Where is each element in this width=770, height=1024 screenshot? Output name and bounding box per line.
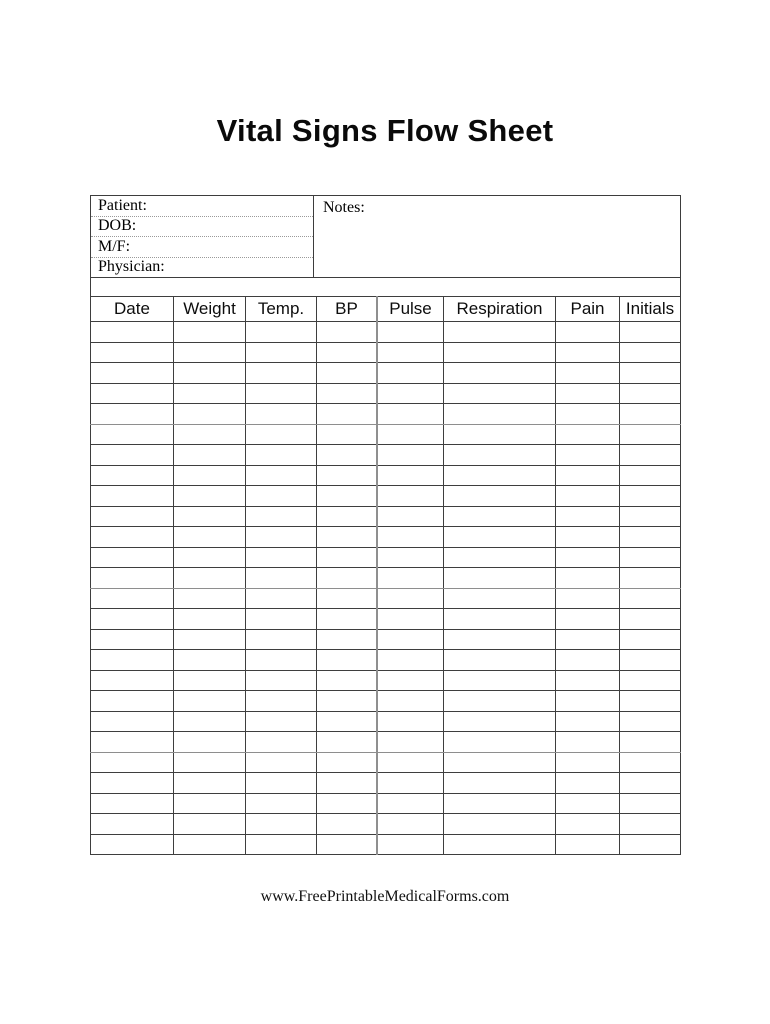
table-cell[interactable] — [91, 506, 174, 527]
table-cell[interactable] — [556, 424, 620, 445]
table-cell[interactable] — [317, 506, 378, 527]
patient-info-box — [90, 195, 314, 278]
table-cell[interactable] — [377, 834, 444, 855]
table-cell[interactable] — [91, 629, 174, 650]
table-cell[interactable] — [377, 629, 444, 650]
column-header-respiration: Respiration — [444, 297, 556, 322]
table-cell[interactable] — [620, 609, 681, 630]
table-row — [91, 322, 681, 343]
table-cell[interactable] — [174, 363, 246, 384]
table-cell[interactable] — [91, 383, 174, 404]
table-cell[interactable] — [174, 752, 246, 773]
table-cell[interactable] — [556, 363, 620, 384]
table-cell[interactable] — [620, 588, 681, 609]
table-cell[interactable] — [444, 527, 556, 548]
column-header-weight: Weight — [174, 297, 246, 322]
table-cell[interactable] — [91, 445, 174, 466]
field-label: DOB: — [98, 217, 137, 235]
notes-box[interactable] — [313, 195, 681, 278]
table-row — [91, 793, 681, 814]
table-row — [91, 834, 681, 855]
table-cell[interactable] — [620, 834, 681, 855]
table-cell[interactable] — [377, 568, 444, 589]
table-cell[interactable] — [444, 424, 556, 445]
table-cell[interactable] — [317, 691, 378, 712]
table-cell[interactable] — [556, 711, 620, 732]
table-cell[interactable] — [377, 732, 444, 753]
table-cell[interactable] — [246, 650, 317, 671]
table-row — [91, 814, 681, 835]
table-cell[interactable] — [444, 486, 556, 507]
table-cell[interactable] — [317, 404, 378, 425]
table-cell[interactable] — [174, 383, 246, 404]
table-cell[interactable] — [174, 650, 246, 671]
table-cell[interactable] — [377, 670, 444, 691]
table-cell[interactable] — [174, 445, 246, 466]
table-cell[interactable] — [174, 547, 246, 568]
table-row — [91, 342, 681, 363]
table-row — [91, 506, 681, 527]
table-cell[interactable] — [317, 670, 378, 691]
column-header-pulse: Pulse — [377, 297, 444, 322]
table-cell[interactable] — [246, 711, 317, 732]
table-cell[interactable] — [317, 732, 378, 753]
table-cell[interactable] — [246, 547, 317, 568]
table-cell[interactable] — [556, 486, 620, 507]
table-cell[interactable] — [377, 322, 444, 343]
table-cell[interactable] — [556, 404, 620, 425]
table-cell[interactable] — [444, 609, 556, 630]
table-cell[interactable] — [91, 568, 174, 589]
table-cell[interactable] — [377, 424, 444, 445]
table-cell[interactable] — [556, 814, 620, 835]
table-cell[interactable] — [444, 342, 556, 363]
table-cell[interactable] — [317, 752, 378, 773]
table-cell[interactable] — [246, 752, 317, 773]
table-cell[interactable] — [317, 527, 378, 548]
table-cell[interactable] — [620, 363, 681, 384]
table-cell[interactable] — [620, 404, 681, 425]
table-row — [91, 445, 681, 466]
table-row — [91, 629, 681, 650]
table-row — [91, 424, 681, 445]
table-cell[interactable] — [317, 322, 378, 343]
table-row — [91, 670, 681, 691]
table-cell[interactable] — [377, 752, 444, 773]
table-cell[interactable] — [444, 752, 556, 773]
table-cell[interactable] — [174, 486, 246, 507]
table-row — [91, 547, 681, 568]
table-cell[interactable] — [556, 445, 620, 466]
table-cell[interactable] — [246, 629, 317, 650]
table-row — [91, 752, 681, 773]
table-cell[interactable] — [317, 547, 378, 568]
table-cell[interactable] — [246, 342, 317, 363]
table-cell[interactable] — [91, 670, 174, 691]
table-cell[interactable] — [174, 793, 246, 814]
table-cell[interactable] — [174, 342, 246, 363]
table-cell[interactable] — [556, 383, 620, 404]
field-row-patient[interactable] — [91, 196, 313, 217]
table-cell[interactable] — [174, 609, 246, 630]
table-cell[interactable] — [246, 322, 317, 343]
table-cell[interactable] — [444, 793, 556, 814]
table-cell[interactable] — [620, 506, 681, 527]
table-cell[interactable] — [556, 547, 620, 568]
table-cell[interactable] — [556, 527, 620, 548]
table-cell[interactable] — [377, 691, 444, 712]
table-cell[interactable] — [444, 814, 556, 835]
table-cell[interactable] — [317, 629, 378, 650]
table-cell[interactable] — [620, 383, 681, 404]
table-cell[interactable] — [444, 732, 556, 753]
table-header-row — [91, 297, 681, 322]
table-cell[interactable] — [91, 609, 174, 630]
table-cell[interactable] — [620, 322, 681, 343]
field-label: Physician: — [98, 258, 165, 276]
table-cell[interactable] — [317, 363, 378, 384]
table-cell[interactable] — [174, 814, 246, 835]
table-cell[interactable] — [444, 588, 556, 609]
table-cell[interactable] — [444, 547, 556, 568]
table-cell[interactable] — [620, 547, 681, 568]
table-cell[interactable] — [620, 465, 681, 486]
table-cell[interactable] — [91, 404, 174, 425]
table-cell[interactable] — [317, 814, 378, 835]
table-cell[interactable] — [174, 711, 246, 732]
table-cell[interactable] — [377, 773, 444, 794]
field-label: Patient: — [98, 196, 147, 214]
table-cell[interactable] — [444, 691, 556, 712]
table-row — [91, 465, 681, 486]
table-cell[interactable] — [246, 773, 317, 794]
table-cell[interactable] — [620, 752, 681, 773]
table-cell[interactable] — [246, 834, 317, 855]
table-cell[interactable] — [377, 793, 444, 814]
table-cell[interactable] — [444, 834, 556, 855]
table-cell[interactable] — [246, 465, 317, 486]
table-cell[interactable] — [556, 834, 620, 855]
table-cell[interactable] — [91, 342, 174, 363]
table-cell[interactable] — [317, 711, 378, 732]
table-cell[interactable] — [174, 629, 246, 650]
table-cell[interactable] — [556, 568, 620, 589]
table-cell[interactable] — [317, 793, 378, 814]
table-cell[interactable] — [556, 629, 620, 650]
table-cell[interactable] — [317, 424, 378, 445]
table-cell[interactable] — [246, 445, 317, 466]
notes-label: Notes: — [323, 199, 365, 216]
table-cell[interactable] — [246, 363, 317, 384]
table-cell[interactable] — [377, 588, 444, 609]
table-cell[interactable] — [377, 342, 444, 363]
column-header-bp: BP — [317, 297, 378, 322]
table-cell[interactable] — [317, 486, 378, 507]
table-row — [91, 711, 681, 732]
table-cell[interactable] — [174, 568, 246, 589]
table-cell[interactable] — [174, 834, 246, 855]
table-cell[interactable] — [556, 650, 620, 671]
table-cell[interactable] — [377, 465, 444, 486]
table-cell[interactable] — [91, 322, 174, 343]
table-cell[interactable] — [556, 752, 620, 773]
form-title: Vital Signs Flow Sheet — [216, 113, 554, 148]
table-cell[interactable] — [91, 527, 174, 548]
table-cell[interactable] — [556, 609, 620, 630]
table-cell[interactable] — [317, 568, 378, 589]
table-cell[interactable] — [444, 383, 556, 404]
table-row — [91, 588, 681, 609]
table-cell[interactable] — [556, 773, 620, 794]
column-header-date: Date — [91, 297, 174, 322]
table-cell[interactable] — [444, 506, 556, 527]
table-cell[interactable] — [246, 793, 317, 814]
table-cell[interactable] — [556, 732, 620, 753]
table-cell[interactable] — [91, 711, 174, 732]
table-cell[interactable] — [444, 773, 556, 794]
table-cell[interactable] — [317, 773, 378, 794]
table-row — [91, 568, 681, 589]
table-cell[interactable] — [91, 793, 174, 814]
table-cell[interactable] — [377, 486, 444, 507]
column-header-temp: Temp. — [246, 297, 317, 322]
table-cell[interactable] — [556, 342, 620, 363]
table-cell[interactable] — [317, 588, 378, 609]
table-cell[interactable] — [246, 670, 317, 691]
table-cell[interactable] — [246, 609, 317, 630]
table-cell[interactable] — [174, 465, 246, 486]
table-cell[interactable] — [444, 629, 556, 650]
table-cell[interactable] — [620, 773, 681, 794]
table-cell[interactable] — [246, 486, 317, 507]
table-cell[interactable] — [91, 650, 174, 671]
table-cell[interactable] — [377, 527, 444, 548]
table-cell[interactable] — [91, 588, 174, 609]
table-cell[interactable] — [620, 568, 681, 589]
table-cell[interactable] — [174, 404, 246, 425]
table-cell[interactable] — [174, 588, 246, 609]
table-cell[interactable] — [377, 404, 444, 425]
table-cell[interactable] — [556, 670, 620, 691]
table-cell[interactable] — [91, 732, 174, 753]
table-cell[interactable] — [246, 527, 317, 548]
column-header-initials: Initials — [620, 297, 681, 322]
table-cell[interactable] — [246, 691, 317, 712]
table-row — [91, 650, 681, 671]
table-cell[interactable] — [556, 793, 620, 814]
table-cell[interactable] — [377, 445, 444, 466]
field-row-physician[interactable] — [91, 258, 313, 278]
table-cell[interactable] — [444, 670, 556, 691]
table-cell[interactable] — [556, 465, 620, 486]
table-cell[interactable] — [174, 732, 246, 753]
table-cell[interactable] — [91, 424, 174, 445]
table-cell[interactable] — [377, 711, 444, 732]
table-row — [91, 527, 681, 548]
table-cell[interactable] — [174, 424, 246, 445]
table-cell[interactable] — [317, 445, 378, 466]
table-cell[interactable] — [620, 814, 681, 835]
table-cell[interactable] — [620, 793, 681, 814]
table-cell[interactable] — [620, 732, 681, 753]
table-cell[interactable] — [377, 383, 444, 404]
table-cell[interactable] — [246, 732, 317, 753]
table-cell[interactable] — [246, 588, 317, 609]
table-row — [91, 383, 681, 404]
table-cell[interactable] — [174, 506, 246, 527]
table-row — [91, 773, 681, 794]
table-cell[interactable] — [620, 445, 681, 466]
table-row — [91, 691, 681, 712]
table-cell[interactable] — [91, 773, 174, 794]
table-cell[interactable] — [174, 322, 246, 343]
patient-info-section — [90, 195, 681, 278]
table-cell[interactable] — [246, 568, 317, 589]
table-row — [91, 486, 681, 507]
footer-url: www.FreePrintableMedicalForms.com — [260, 888, 510, 905]
table-cell[interactable] — [444, 711, 556, 732]
table-cell[interactable] — [444, 650, 556, 671]
vitals-table — [90, 296, 681, 855]
spacer-row — [90, 277, 681, 297]
field-label: M/F: — [98, 237, 131, 255]
table-cell[interactable] — [91, 547, 174, 568]
table-cell[interactable] — [377, 506, 444, 527]
table-cell[interactable] — [246, 424, 317, 445]
table-row — [91, 404, 681, 425]
table-cell[interactable] — [620, 670, 681, 691]
table-cell[interactable] — [317, 383, 378, 404]
table-row — [91, 363, 681, 384]
table-cell[interactable] — [620, 691, 681, 712]
field-row-dob[interactable] — [91, 217, 313, 238]
table-cell[interactable] — [444, 465, 556, 486]
table-cell[interactable] — [556, 322, 620, 343]
table-cell[interactable] — [377, 650, 444, 671]
table-cell[interactable] — [444, 363, 556, 384]
table-cell[interactable] — [174, 773, 246, 794]
table-cell[interactable] — [317, 609, 378, 630]
table-row — [91, 732, 681, 753]
table-row — [91, 609, 681, 630]
table-cell[interactable] — [317, 342, 378, 363]
table-cell[interactable] — [556, 691, 620, 712]
table-cell[interactable] — [91, 486, 174, 507]
table-cell[interactable] — [317, 834, 378, 855]
table-cell[interactable] — [377, 547, 444, 568]
table-cell[interactable] — [444, 568, 556, 589]
table-cell[interactable] — [174, 527, 246, 548]
table-cell[interactable] — [91, 834, 174, 855]
table-cell[interactable] — [246, 506, 317, 527]
table-cell[interactable] — [556, 506, 620, 527]
table-cell[interactable] — [246, 383, 317, 404]
table-cell[interactable] — [246, 814, 317, 835]
table-cell[interactable] — [317, 465, 378, 486]
table-cell[interactable] — [91, 691, 174, 712]
table-cell[interactable] — [91, 465, 174, 486]
table-cell[interactable] — [444, 445, 556, 466]
table-cell[interactable] — [91, 814, 174, 835]
table-cell[interactable] — [174, 691, 246, 712]
table-cell[interactable] — [620, 711, 681, 732]
table-cell[interactable] — [620, 342, 681, 363]
table-cell[interactable] — [444, 322, 556, 343]
table-cell[interactable] — [317, 650, 378, 671]
table-cell[interactable] — [620, 527, 681, 548]
table-cell[interactable] — [246, 404, 317, 425]
table-cell[interactable] — [556, 588, 620, 609]
table-cell[interactable] — [377, 814, 444, 835]
table-cell[interactable] — [377, 363, 444, 384]
column-header-pain: Pain — [556, 297, 620, 322]
table-cell[interactable] — [91, 752, 174, 773]
table-cell[interactable] — [91, 363, 174, 384]
field-row-mf[interactable] — [91, 237, 313, 258]
table-cell[interactable] — [620, 629, 681, 650]
table-cell[interactable] — [444, 404, 556, 425]
table-cell[interactable] — [174, 670, 246, 691]
table-cell[interactable] — [620, 650, 681, 671]
table-cell[interactable] — [620, 424, 681, 445]
table-cell[interactable] — [620, 486, 681, 507]
table-cell[interactable] — [377, 609, 444, 630]
